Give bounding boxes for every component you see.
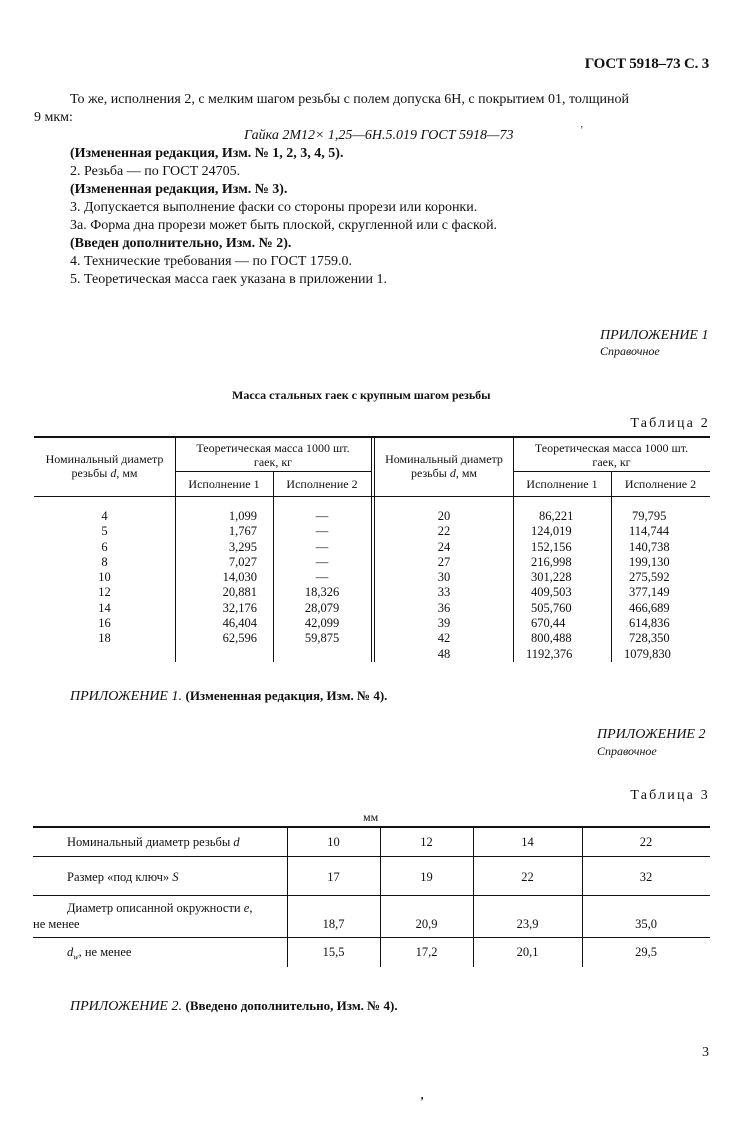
row-label-circumscribed-diameter: Диаметр описанной окружности e,: [67, 901, 253, 915]
list-item: 3а. Форма дна прорези может быть плоской, скругленной или с фаской.: [70, 218, 498, 233]
table-cell: 22: [521, 870, 534, 884]
table-caption: Масса стальных гаек с крупным шагом резьбы: [232, 388, 491, 402]
table-cell: 15,5: [322, 945, 345, 959]
table-cell: 32: [639, 870, 653, 884]
table-cell: 20,9: [415, 917, 438, 931]
amendment-note: (Введен дополнительно, Изм. № 2).: [70, 236, 292, 251]
table-cell: 19: [420, 870, 433, 884]
column-exec2-right: 79,795 114,744 140,738 199,130 275,592 377,149 466,689 614,836 728,350 1079,830: [624, 509, 671, 661]
list-item: 3. Допускается выполнение фаски со стороны прорези или коронки.: [70, 200, 478, 215]
table-cell: 35,0: [635, 917, 657, 931]
table-cell: 14: [521, 835, 534, 849]
list-item: 4. Технические требования — по ГОСТ 1759.0.: [70, 254, 352, 269]
table-cell: 23,9: [516, 917, 539, 931]
table-cell: 17,2: [415, 945, 438, 959]
appendix-title: ПРИЛОЖЕНИЕ 2: [597, 727, 706, 742]
table-label: Таблица 3: [630, 788, 710, 803]
table-cell: 29,5: [635, 945, 657, 959]
table-cell: 12: [420, 835, 433, 849]
paragraph-line: 9 мкм:: [34, 110, 73, 125]
column-diameter-left: 4 5 6 8 10 12 14 16 18: [98, 509, 111, 646]
header-execution-1: Исполнение 1: [526, 477, 598, 491]
row-label-continuation: не менее: [33, 917, 80, 931]
column-diameter-right: 20 22 24 27 30 33 36 39 42 48: [437, 509, 451, 661]
list-item: 2. Резьба — по ГОСТ 24705.: [70, 164, 241, 179]
header-execution-1: Исполнение 1: [188, 477, 260, 491]
unit-label: мм: [363, 810, 379, 824]
list-item: 5. Теоретическая масса гаек указана в приложении 1.: [70, 272, 388, 287]
header-execution-2: Исполнение 2: [624, 477, 697, 491]
appendix-subtitle: Справочное: [597, 744, 657, 758]
table-cell: 17: [327, 870, 340, 884]
amendment-note: (Измененная редакция, Изм. № 3).: [70, 182, 288, 197]
dimensions-table: [33, 826, 710, 966]
table-cell: 18,7: [322, 917, 345, 931]
header-execution-2: Исполнение 2: [286, 477, 358, 491]
running-header: ГОСТ 5918–73 С. 3: [584, 56, 709, 72]
table-label: Таблица 2: [630, 416, 710, 431]
scan-mark: ʼ: [580, 125, 584, 136]
table-cell: 10: [327, 835, 340, 849]
paragraph-line: То же, исполнения 2, с мелким шагом резьбы с полем допуска 6Н, с покрытием 01, толщиной: [70, 92, 629, 107]
product-designation: Гайка 2М12× 1,25—6Н.5.019 ГОСТ 5918—73: [244, 128, 514, 143]
header-diameter: Номинальный диаметр резьбы d, мм: [45, 452, 164, 480]
scan-mark: ʼ: [420, 1094, 424, 1108]
table-cell: 20,1: [516, 945, 539, 959]
page-number: 3: [702, 1045, 709, 1060]
header-mass: Теоретическая масса 1000 шт. гаек, кг: [196, 441, 350, 469]
header-mass: Теоретическая масса 1000 шт. гаек, кг: [534, 441, 689, 469]
row-label-bearing-diameter: $d_w$, не менее: [67, 945, 132, 962]
column-exec1-right: 86,221 124,019 152,156 216,998 301,228 409,503 505,760 670,44 800,488 1192,376: [526, 509, 574, 661]
column-exec1-left: 1,099 1,767 3,295 7,027 14,030 20,881 32,176 46,404 62,596: [222, 509, 257, 646]
row-label-diameter: Номинальный диаметр резьбы d: [67, 835, 240, 849]
row-label-wrench-size: Размер «под ключ» S: [67, 870, 179, 884]
appendix-title: ПРИЛОЖЕНИЕ 1: [600, 328, 709, 343]
amendment-note: (Измененная редакция, Изм. № 1, 2, 3, 4, 5).: [70, 146, 344, 161]
table-cell: 22: [639, 835, 653, 849]
appendix-subtitle: Справочное: [600, 344, 660, 358]
column-exec2-left: — — — — — 18,326 28,079 42,099 59,875: [304, 509, 340, 646]
header-diameter: Номинальный диаметр резьбы d, мм: [385, 452, 503, 480]
appendix-note: ПРИЛОЖЕНИЕ 1. (Измененная редакция, Изм. № 4).: [70, 688, 388, 704]
appendix-note: ПРИЛОЖЕНИЕ 2. (Введено дополнительно, Изм. № 4).: [70, 998, 398, 1014]
